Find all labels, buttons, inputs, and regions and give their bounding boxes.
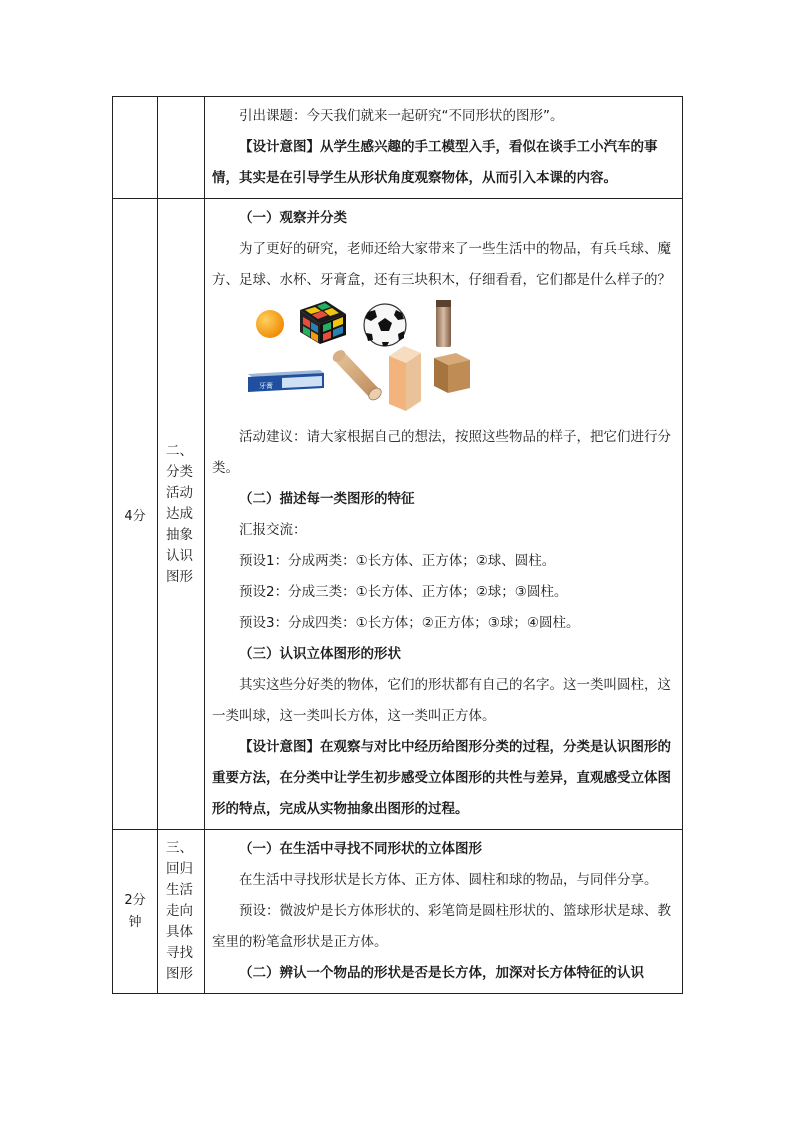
- design-intent: 【设计意图】在观察与对比中经历给图形分类的过程，分类是认识图形的重要方法，在分类中让学生初步感受立体图形的共性与差异，直观感受立体图形的特点，完成从实物抽象出图形的过程。: [212, 739, 671, 817]
- section-heading: （一）观察并分类: [239, 210, 347, 226]
- paragraph: 预设：微波炉是长方体形状的、彩笔筒是圆柱形状的、篮球形状是球、教室里的粉笔盒形状是正方体。: [212, 903, 671, 950]
- wooden-cylinder-icon: [330, 348, 383, 403]
- table-row: [113, 830, 683, 994]
- wooden-cuboid-icon: [389, 346, 421, 411]
- time-cell: 4分: [113, 199, 158, 830]
- stage-cell: [158, 199, 205, 830]
- paragraph: 引出课题：今天我们就来一起研究“不同形状的图形”。: [239, 108, 564, 124]
- wooden-cube-icon: [434, 353, 470, 393]
- soccer-ball-icon: [364, 304, 406, 346]
- time-cell: [113, 97, 158, 199]
- paragraph: 其实这些分好类的物体，它们的形状都有自己的名字。这一类叫圆柱，这一类叫球，这一类叫长方体，这一类叫正方体。: [212, 677, 671, 724]
- design-intent: 【设计意图】从学生感兴趣的手工模型入手，看似在谈手工小汽车的事情，其实是在引导学生从形状角度观察物体，从而引入本课的内容。: [212, 139, 658, 186]
- stage-cell: [158, 830, 205, 994]
- paragraph: 预设3：分成四类：①长方体；②正方体；③球；④圆柱。: [239, 615, 580, 631]
- section-heading: （二）辨认一个物品的形状是否是长方体，加深对长方体特征的认识: [239, 965, 644, 981]
- table-row: [113, 97, 683, 199]
- time-cell: 2分钟: [113, 830, 158, 994]
- content-cell: [205, 97, 683, 199]
- ping-pong-ball-icon: [256, 310, 284, 338]
- content-cell: [205, 199, 683, 830]
- toothpaste-box-icon: [248, 370, 324, 392]
- thermos-cup-icon: [436, 300, 451, 347]
- section-heading: （二）描述每一类图形的特征: [239, 491, 415, 507]
- section-heading: （三）认识立体图形的形状: [239, 646, 401, 662]
- paragraph: 预设2：分成三类：①长方体、正方体；②球；③圆柱。: [239, 584, 568, 600]
- paragraph: 在生活中寻找形状是长方体、正方体、圆柱和球的物品，与同伴分享。: [239, 872, 658, 888]
- stage-label: 三、回归生活走向具体寻找图形: [166, 840, 193, 982]
- rubiks-cube-icon: [300, 301, 346, 344]
- table-row: [113, 199, 683, 830]
- svg-text:牙膏: 牙膏: [259, 382, 273, 390]
- paragraph: 为了更好的研究，老师还给大家带来了一些生活中的物品，有兵乓球、魔方、足球、水杯、牙膏盒，还有三块积木，仔细看看，它们都是什么样子的？: [212, 241, 671, 288]
- paragraph: 汇报交流：: [239, 522, 307, 538]
- paragraph: 预设1：分成两类：①长方体、正方体；②球、圆柱。: [239, 553, 556, 569]
- stage-cell: [158, 97, 205, 199]
- objects-image: [212, 298, 676, 418]
- stage-label: 二、分类活动达成抽象认识图形: [166, 442, 193, 585]
- section-heading: （一）在生活中寻找不同形状的立体图形: [239, 841, 482, 857]
- lesson-plan-table: [112, 96, 683, 994]
- content-cell: [205, 830, 683, 994]
- paragraph: 活动建议：请大家根据自己的想法，按照这些物品的样子，把它们进行分类。: [212, 429, 671, 476]
